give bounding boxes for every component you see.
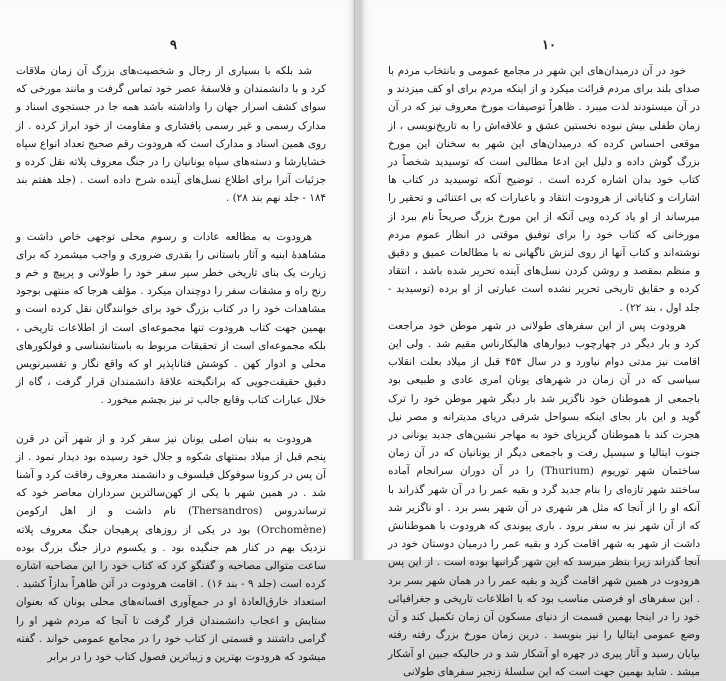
paragraph: هرودوت به مطالعه عادات و رسوم محلی توجهی خاص داشت و مشاهدهٔ ابنیه و آثار باستانی را بقدری ضروری و واجب میشمرد که برای زیارت یک بنای تاریخی خطر سیر سفر خود را طولانی و پرپیچ و خم و رنج راه و مشقات سفر را دوچندان میکرد . مؤلف هرجا که منتهی بوجود مشاهدات خود را در کتاب بزرگ خود برای خوانندگان نقل کرده است و بهمین جهت کتاب هرودوت تنها مجموعه‌ای است از اطلاعات تاریخی ، بلکه مجموعه‌ای است از تحقیقات مربوط به باستانشناسی و فولکورهای محلی و ادوار کهن . کوشش فتاناپذیر او که واقع نگار و تفسیرنویس دقیق حقیقت‌جویی که برانگیخته علاقهٔ دانشمندان قرار گرفت ، گاه از خلال عبارات کتاب وقایع جالب‌ تر نیز بچشم میخورد . bbox=[16, 230, 326, 407]
page-number: ۱۰ bbox=[542, 38, 556, 53]
page-text bbox=[16, 62, 326, 666]
paragraph: هرودوت به بنیان اصلی یونان نیز سفر کرد و از شهر آتن در قرن پنجم قبل از میلاد بمنتهای شکوه و جلال خود رسیده بود دیدار نمود . از آن پس در کرونا سوفوکل فیلسوف و دانشمند معروف رفاقت کرد و آشنا شد . در همین شهر با یکی از کهن‌سالترین سرداران معاصر خود که ترساندروس (Thersandros) نام داشت و از اهل ارکومن (Orchomène) بود در یکی از روزهای پرهیجان جنگ معروف پلاته نزدیک بهم در کنار هم جنگیده بود . و یکسوم دراز جنگ بزرگ بوده ساعت متوالی مصاحبه و گفتگو کرد که کتاب خود را این مصاحبه اشاره کرده است (جلد ۹ - بند ۱۶) . اقامت هرودوت در آتن ظاهراً بدازاً کشید . استعداد خارق‌العادهٔ او در جمع‌آوری افسانه‌های محلی یونان که بعنوان ستایش و اعجاب دانشمندان قرار گرفت تا آنجا که مردم شهر او را گرامی داشتند و قسمتی از کتاب خود را در مجامع عمومی خواند . گفته میشود که هرودوت بهترین و زیباترین فصول کتاب خود را در برابر bbox=[16, 432, 327, 664]
book-gutter bbox=[355, 0, 362, 560]
page-text bbox=[388, 62, 700, 681]
paragraph: خود در آن درمیدان‌های این شهر در مجامع عمومی و بانتخاب مردم با صدای بلند برای مردم قرائت میکرد و از اینکه مردم برای او کف میزدند و در آن میستودند لذت میبرد . ظاهراً توصیفات مورخ معروف نیز که در آن زمان طفلی بیش نبوده نخستین عشق و علاقه‌اش را به تاریخ‌نویسی ، از موقعی احساس کرده که درمیدان‌های این شهر به سخنان این مورخ بزرگ گوش داده و دلیل این ادعا مطالبی است که توسیدید شخصاً در کتاب خود بدان اشاره کرده است . توضیح آنکه توسیدید در کتاب ها اشارات و کنایاتی از هرودوت انتقاد و باعبارات که بی اعتنائی و تحقیر را میرساند از او یاد کرده ویی آنکه از این مورخ بزرگ صریحاً نام ببرد از مورخانی که کتاب خود را برای توفیق موقتی در انظار عموم مردم نوشته‌اند و کتاب آنها از روی لنزش ناگهانی نه با مطالعات عمیق و دقیق و منظم بمقصد و روشن کردن نسل‌های آینده تحریر شده باشد ، انتقاد کرده و حقایق تاریخی تحریر نشده است عبارتی از او برده (توسیدید - جلد اول ، بند ۲۲) . bbox=[388, 65, 700, 314]
right-page bbox=[362, 0, 726, 678]
paragraph: هرودوت پس از این سفرهای طولانی در شهر موطن خود مراجعت کرد و بار دیگر در چهارچوب دیوارهای هالیکارناس مقیم شد . ولی این اقامت نیز مدتی دوام نیاورد و در سال ۴۵۴ قبل از میلاد بعلت انقلاب سیاسی که در آن زمان در شهرهای یونان امری عادی و طبیعی بود باجمعی از هموطنان خود ناگزیر شد بار دیگر شهر موطن خود را ترک گوید و این بار بجای اینکه بسواحل شرقی دریای مدیترانه و مصر نیل هجرت کند با هموطنان گریزپای خود به مهاجر نشین‌های جدید یونانی در جنوب ایتالیا و سیسیل رفت و باجمعی دیگر از یونانیان که در آن زمان ساختمان شهر توریوم (Thurium) را در آن دوران سرانجام آماده ساختند شهر تازه‌ای را بنام جدید گرد و بقیه عمر را در آن شهر گذراند با آنکه او را از آنجا که مثل هر شهری در آن شهر بسر برد . او ناگزیر شد که از آن شهر نیز به سفر برود . باری پیوندی که هرودوت با هموطنانش داشت از شهر به شهر اقامت کرد و بقیه عمر را درمیان دوستان خود در آنجا گذراند زیرا بنظر میرسد که این شهر گرانبها بوده است . از این پس هرودوت در همین شهر اقامت گزید و بقیه عمر را در همان شهر بسر برد . این سفرهای او فرصتی مناسب بود که با اطلاعات تاریخی و جغرافیائی خود را در اینجا بهمین قسمت از دنیای مسکون آن زمان تکمیل کند و آن وضع عمومی ایتالیا را نیز بنویسد . درین زمان مورخ بزرگ رفته رفته بپایان رسید و آثار پیری در چهره او آشکار شد و در حالیکه جبین او آشکار میشد . شاید بهمین جهت است که این سلسلهٔ زنجیر سفرهای طولانی bbox=[388, 319, 701, 678]
left-page bbox=[0, 0, 355, 664]
paragraph: شد بلکه با بسیاری از رجال و شخصیت‌های بزرگ آن زمان ملاقات کرد و با دانشمندان و فلاسفهٔ عصر خود تماس گرفت و مانند مورخی که سوای کشف اسرار جهان را واداشته باشد همه جا در جستجوی اسناد و مدارک رسمی و غیر رسمی پافشاری و مقاومت از خود ابراز کرده . از روی همین اسناد و مدارک است که هرودوت رقم صحیح تعداد انواع سپاه خشایارشا و دسته‌های سپاه یونانیان را در جنگ معروف پلاته نقل کرده و جزئیات آنرا برای اطلاع نسل‌های آینده شرح داده است . (جلد هفتم بند ۱۸۴ - جلد نهم بند ۲۸) . bbox=[16, 65, 326, 205]
page-number: ۹ bbox=[170, 38, 177, 53]
